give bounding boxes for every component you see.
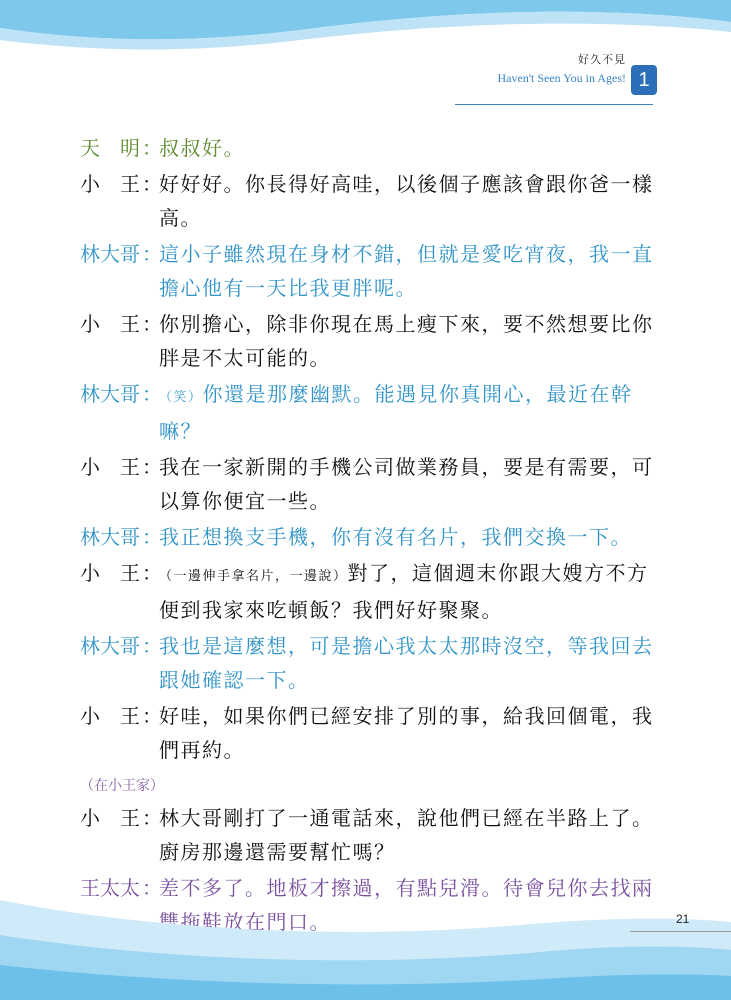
dialogue-text	[159, 629, 659, 697]
dialogue-speech: 差不多了。地板才擦過，有點兒滑。待會兒你去找兩雙拖鞋放在門口。	[159, 876, 654, 934]
action-note: （笑）	[159, 389, 203, 404]
dialogue-text	[159, 520, 659, 554]
dialogue-text	[159, 801, 659, 869]
dialogue-text	[159, 131, 659, 165]
dialogue-speech: 我在一家新開的手機公司做業務員，要是有需要，可以算你便宜一些。	[159, 455, 654, 513]
dialogue-line	[80, 307, 660, 375]
speaker-name: 林大哥	[80, 242, 140, 266]
dialogue-speech: 對了，這個週末你跟大嫂方不方便到我家來吃頓飯？我們好好聚聚。	[159, 561, 649, 622]
dialogue-line	[80, 520, 660, 554]
speaker-colon: ：	[142, 806, 162, 830]
speaker-name: 天 明	[80, 136, 140, 160]
dialogue-text	[159, 556, 659, 627]
chapter-header	[498, 51, 627, 86]
dialogue-line	[80, 377, 660, 448]
speaker-colon: ：	[142, 525, 162, 549]
page-number-rule	[630, 931, 731, 932]
dialogue-line	[80, 629, 660, 697]
speaker-colon: ：	[142, 704, 162, 728]
dialogue-speech: 我也是這麼想，可是擔心我太太那時沒空，等我回去跟她確認一下。	[159, 634, 654, 692]
header-rule	[455, 104, 653, 105]
speaker-name: 小 王	[80, 806, 140, 830]
speaker-name: 小 王	[80, 455, 140, 479]
speaker-name: 小 王	[80, 172, 140, 196]
speaker-name: 王太太	[80, 876, 140, 900]
dialogue-speech: 我正想換支手機，你有沒有名片，我們交換一下。	[159, 525, 632, 549]
speaker-colon: ：	[142, 455, 162, 479]
page-number: 21	[676, 912, 690, 926]
speaker-name: 林大哥	[80, 634, 140, 658]
dialogue-body	[80, 131, 660, 941]
speaker-colon: ：	[142, 242, 162, 266]
speaker-colon: ：	[142, 136, 162, 160]
dialogue-line	[80, 167, 660, 235]
speaker-colon: ：	[142, 561, 162, 585]
chapter-title-en: Haven't Seen You in Ages!	[497, 71, 626, 85]
dialogue-text	[159, 699, 659, 767]
speaker-name: 林大哥	[80, 525, 140, 549]
dialogue-speech: 叔叔好。	[159, 136, 245, 160]
stage-direction: （在小王家）	[80, 777, 164, 793]
dialogue-line	[80, 556, 660, 627]
speaker-name: 小 王	[80, 312, 140, 336]
dialogue-speech: 這小子雖然現在身材不錯，但就是愛吃宵夜，我一直擔心他有一天比我更胖呢。	[159, 242, 654, 300]
chapter-title-zh: 好久不見	[578, 53, 626, 66]
speaker-name: 小 王	[80, 561, 140, 585]
dialogue-line	[80, 699, 660, 767]
speaker-colon: ：	[142, 172, 162, 196]
speaker-colon: ：	[142, 634, 162, 658]
dialogue-text	[159, 237, 659, 305]
speaker-colon: ：	[142, 876, 162, 900]
speaker-colon: ：	[142, 312, 162, 336]
dialogue-text	[159, 307, 659, 375]
dialogue-line	[80, 450, 660, 518]
bottom-wave-decoration	[0, 880, 731, 1000]
dialogue-speech: 林大哥剛打了一通電話來，說他們已經在半路上了。廚房那邊還需要幫忙嗎？	[159, 806, 654, 864]
dialogue-speech: 好好好。你長得好高哇，以後個子應該會跟你爸一樣高。	[159, 172, 654, 230]
dialogue-text	[159, 377, 659, 448]
dialogue-line	[80, 131, 660, 165]
dialogue-line	[80, 801, 660, 869]
dialogue-speech: 好哇，如果你們已經安排了別的事，給我回個電，我們再約。	[159, 704, 654, 762]
speaker-name: 林大哥	[80, 382, 140, 406]
dialogue-line	[80, 237, 660, 305]
dialogue-text	[159, 167, 659, 235]
dialogue-text	[159, 450, 659, 518]
action-note: （一邊伸手拿名片，一邊說）	[159, 568, 348, 583]
speaker-name: 小 王	[80, 704, 140, 728]
lesson-number-badge: 1	[631, 65, 657, 95]
dialogue-speech: 你別擔心，除非你現在馬上瘦下來，要不然想要比你胖是不太可能的。	[159, 312, 654, 370]
dialogue-speech: 你還是那麼幽默。能遇見你真開心，最近在幹嘛？	[159, 382, 633, 443]
speaker-colon: ：	[142, 382, 162, 406]
